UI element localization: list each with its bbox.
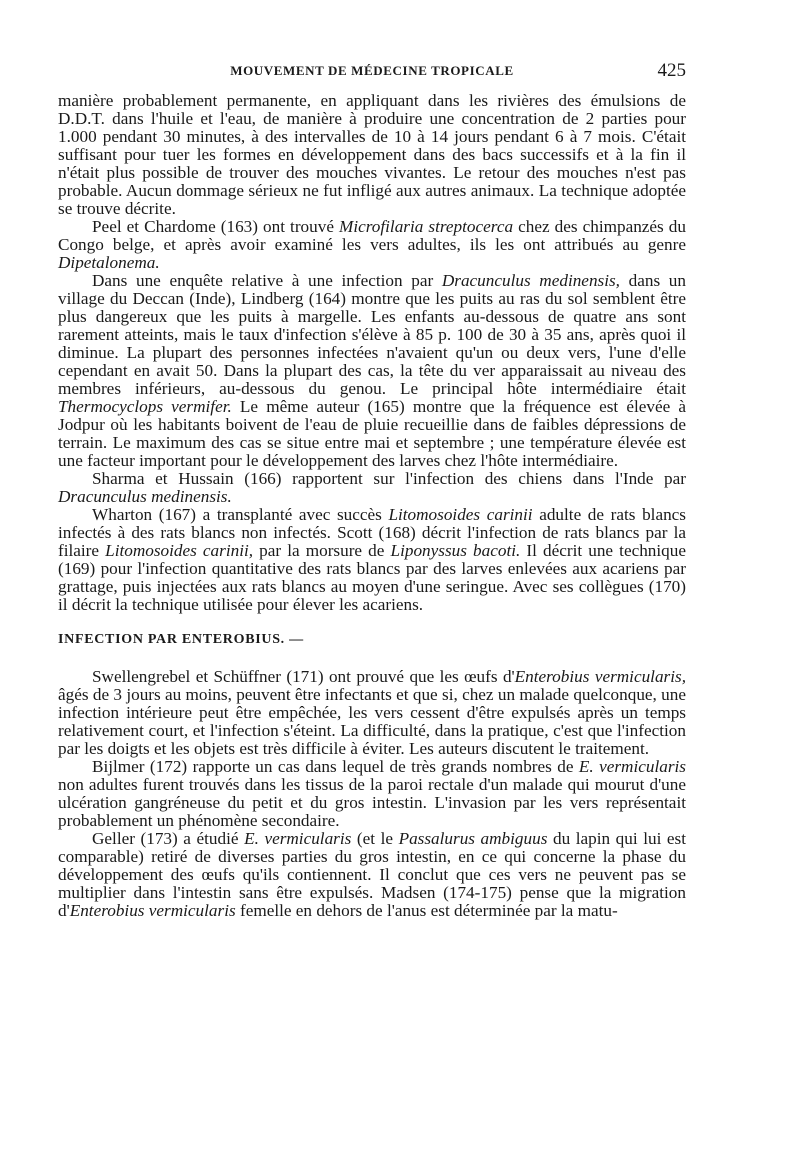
paragraph-text: Wharton (167) a transplanté avec succès: [92, 505, 389, 524]
paragraph-text: Dans une enquête relative à une infection par: [92, 271, 442, 290]
paragraph-text: femelle en dehors de l'anus est déterminée par la matu-: [235, 901, 618, 920]
paragraph-text: adulte de rats blancs infectés à des rats blancs non infectés. Scott (168) décrit l'infection de rats blancs par la filaire: [58, 505, 686, 560]
paragraph-text: âgés de 3 jours au moins, peuvent être infectants et que si, chez un malade quelconque, une infection intérieure peut être empêchée, les vers cessent d'être expulsés après un temps relativement court, et l'infection s'éteint. La difficulté, dans la pratique, c'est que l'infection par les doigts et les objets est très difficile à éviter. Les auteurs discutent le traitement.: [58, 685, 686, 758]
paragraph-5: [58, 506, 686, 614]
species-name: Litomosoides carinii: [388, 505, 533, 524]
paragraph-text: Sharma et Hussain (166) rapportent sur l'infection des chiens dans l'Inde par: [92, 469, 686, 488]
paragraph-text: manière probablement permanente, en appliquant dans les rivières des émulsions de D.D.T. dans l'huile et l'eau, de manière à produire une concentration de 2 parties pour 1.000 pendant 30 minutes, à des intervalles de 10 à 14 jours pendant 6 à 7 mois. C'était suffisant pour tuer les formes en développement dans des bacs successifs et à la fin il n'était plus possible de trouver des mouches vivantes. Le retour des mouches n'est pas probable. Aucun dommage sérieux ne fut infligé aux autres animaux. La technique adoptée se trouve décrite.: [58, 91, 686, 218]
section-heading: INFECTION PAR ENTEROBIUS. —: [58, 632, 304, 647]
paragraph-6: [58, 668, 686, 758]
paragraph-text: Geller (173) a étudié: [92, 829, 245, 848]
species-name: Liponyssus bacoti.: [390, 541, 521, 560]
paragraph-1: [58, 92, 686, 218]
species-name: Dracunculus medinensis.: [58, 487, 232, 506]
paragraph-4: [58, 470, 686, 506]
paragraph-2: [58, 218, 686, 272]
body-text: [58, 92, 686, 920]
species-name: Passalurus ambiguus: [398, 829, 548, 848]
paragraph-text: Le même auteur (165) montre que la fréquence est élevée à Jodpur où les habitants boivent de l'eau de pluie recueillie dans de faibles dépressions de terrain. Le maximum des cas se situe entre mai et septembre ; une température élevée est une facteur important pour le développement des larves chez l'hôte intermédiaire.: [58, 397, 686, 470]
species-name: Dipetalonema.: [58, 253, 160, 272]
paragraph-text: Bijlmer (172) rapporte un cas dans lequel de très grands nombres de: [92, 757, 579, 776]
paragraph-7: [58, 758, 686, 830]
paragraph-text: Swellengrebel et Schüffner (171) ont prouvé que les œufs d': [92, 667, 515, 686]
species-name: Microfilaria streptocerca: [339, 217, 514, 236]
paragraph-text: du lapin qui lui est comparable) retiré de diverses parties du gros intestin, en ce qui concerne la phase du développement des œufs qu'ils contiennent. Il conclut que ces vers ne peuvent pas se multiplier dans l'intestin sans être expulsés. Madsen (174-175) pense que la migration d': [58, 829, 687, 920]
running-head: MOUVEMENT DE MÉDECINE TROPICALE: [230, 63, 514, 78]
paragraph-text: dans un village du Deccan (Inde), Lindberg (164) montre que les puits au ras du sol semblent être plus dangereux que les puits à margelle. Les enfants au-dessous de quatre ans sont rarement atteints, mais le taux d'infection s'élève à 85 p. 100 de 30 à 35 ans, après quoi il diminue. La plupart des personnes infectées n'avaient qu'un ou deux vers, l'une d'elle cependant en avait 50. Dans la plupart des cas, la tête du ver apparaissait au niveau des membres inférieurs, au-dessous du genou. Le principal hôte intermédiaire était: [58, 271, 686, 398]
species-name: E. vermicularis: [578, 757, 686, 776]
page-number: 425: [657, 60, 686, 81]
species-name: Litomosoides carinii,: [105, 541, 254, 560]
page-header: [58, 60, 686, 84]
paragraph-3: [58, 272, 686, 470]
species-name: Thermocyclops vermifer.: [58, 397, 232, 416]
species-name: Dracunculus medinensis,: [441, 271, 620, 290]
paragraph-text: par la morsure de: [253, 541, 391, 560]
paragraph-text: chez des chimpanzés du Congo belge, et après avoir examiné les vers adultes, ils les ont attribués au genre: [58, 217, 686, 254]
paragraph-8: [58, 830, 686, 920]
species-name: Enterobius vermicularis: [69, 901, 236, 920]
paragraph-text: non adultes furent trouvés dans les tissus de la paroi rectale d'un malade qui mourut d'une ulcération gangréneuse du petit et du gros intestin. L'invasion par les vers représentait probablement un phénomène secondaire.: [58, 775, 686, 830]
paragraph-text: (et le: [351, 829, 399, 848]
species-name: Enterobius vermicularis,: [514, 667, 686, 686]
paragraph-text: Peel et Chardome (163) ont trouvé: [92, 217, 340, 236]
paragraph-text: Il décrit une technique (169) pour l'infection quantitative des rats blancs par des larves enlevées aux acariens par grattage, puis injectées aux rats blancs au moyen d'une seringue. Avec ses collègues (170) il décrit la technique utilisée pour élever les acariens.: [58, 541, 686, 614]
species-name: E. vermicularis: [244, 829, 352, 848]
